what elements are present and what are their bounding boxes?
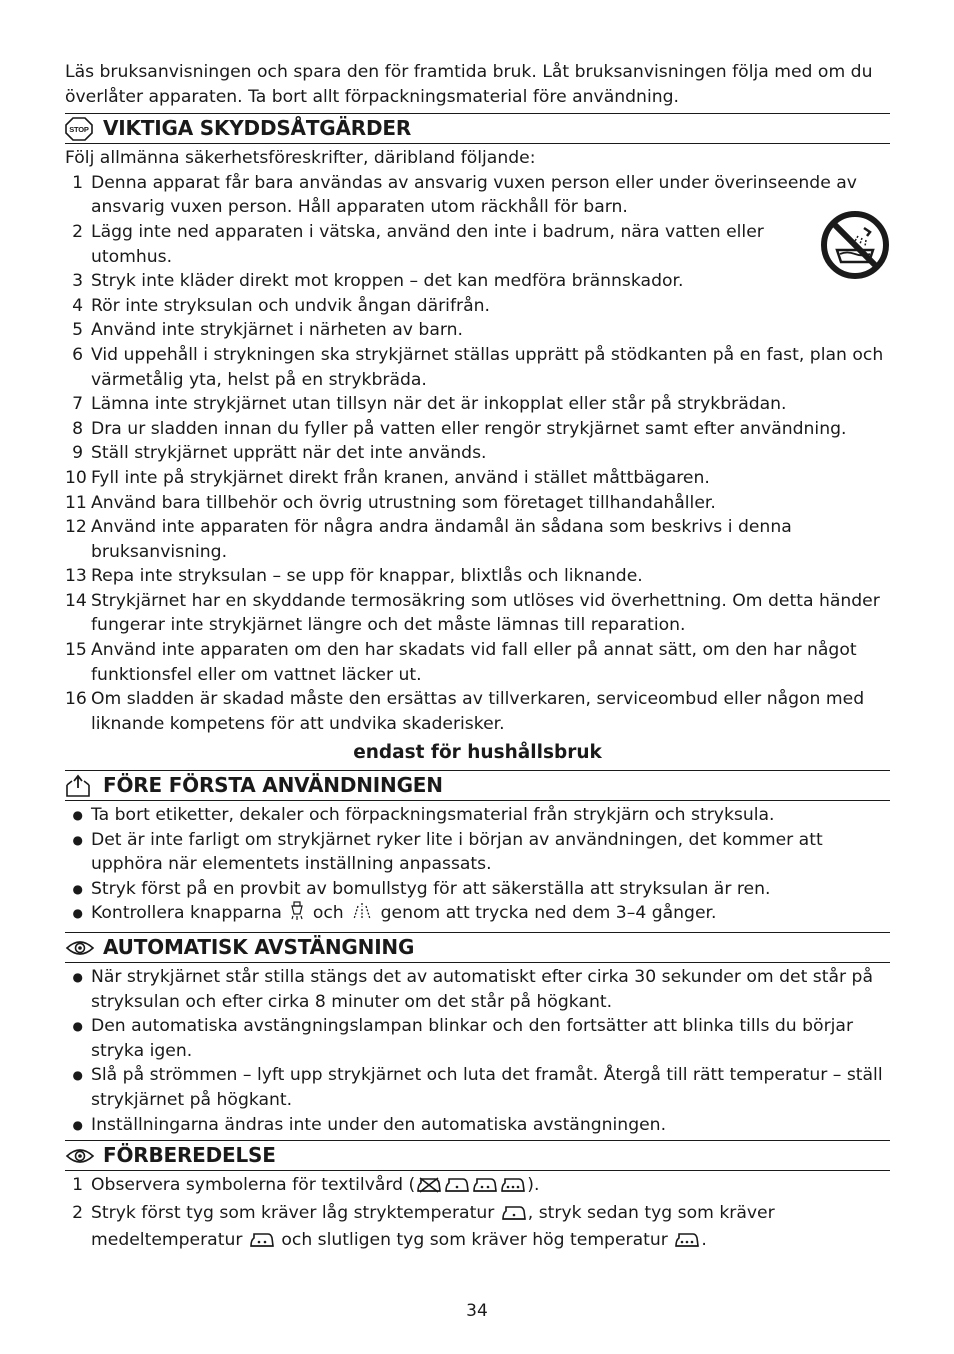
intro-text: Läs bruksanvisningen och spara den för framtida bruk. Låt bruksanvisningen följa med om du överlåter apparaten. Ta bort allt förpackningsmaterial före användning. — [65, 62, 873, 107]
preparation-list — [65, 1173, 890, 1256]
list-item: 1 Observera symbolerna för textilvård ( ). — [65, 1173, 890, 1201]
iron-one-dot-icon — [445, 1176, 469, 1201]
unpack-box-icon — [65, 774, 97, 798]
safety-list — [65, 171, 890, 737]
iron-three-dots-icon — [675, 1231, 699, 1256]
section-title-auto-off: AUTOMATISK AVSTÄNGNING — [103, 935, 415, 960]
list-item: 12 Använd inte apparaten för några andra ändamål än sådana som beskrivs i denna bruksanvisning. — [65, 517, 792, 562]
section-title-before-first-use: FÖRE FÖRSTA ANVÄNDNINGEN — [103, 773, 443, 798]
list-item: 16 Om sladden är skadad måste den ersättas av tillverkaren, serviceombud eller någon med liknande kompetens för att undvika skaderisker. — [65, 689, 865, 734]
document-page — [65, 60, 890, 1256]
list-item: 2 Stryk först tyg som kräver låg stryktemperatur , stryk sedan tyg som kräver medeltemperatur och slutligen tyg som kräver hög temperatur . — [65, 1201, 890, 1256]
list-item: 11 Använd bara tillbehör och övrig utrustning som företaget tillhandahåller. — [65, 492, 716, 513]
auto-off-list — [65, 965, 890, 1137]
section-header-before-first-use — [65, 770, 890, 801]
eye-icon — [65, 1144, 97, 1168]
list-item: 3 Stryk inte kläder direkt mot kroppen – det kan medföra brännskador. — [72, 271, 684, 292]
page-number: 34 — [466, 1301, 488, 1321]
stop-icon — [65, 117, 97, 141]
section-header-auto-off — [65, 932, 890, 963]
section-title-preparation: FÖRBEREDELSE — [103, 1143, 276, 1168]
steam-shot-icon — [351, 901, 373, 929]
iron-three-dots-icon — [501, 1176, 525, 1201]
section-title-safety: VIKTIGA SKYDDSÅTGÄRDER — [103, 116, 412, 141]
list-item: ● Det är inte farligt om strykjärnet ryker lite i början av användningen, det kommer att upphöra när elementets inställning anpassats. — [72, 829, 823, 875]
list-item: ● Inställningarna ändras inte under den automatiska avstängningen. — [72, 1114, 667, 1135]
spray-icon — [289, 901, 305, 929]
no-water-bath-icon — [820, 210, 890, 288]
list-item: ● Stryk först på en provbit av bomullstyg för att säkerställa att stryksulan är ren. — [72, 878, 771, 899]
iron-one-dot-icon — [502, 1204, 526, 1229]
list-item: ● Ta bort etiketter, dekaler och förpackningsmaterial från strykjärn och stryksula. — [72, 805, 775, 826]
stop-label: STOP — [69, 124, 89, 134]
list-item: 2 Lägg inte ned apparaten i vätska, använd den inte i badrum, nära vatten eller utomhus. — [72, 221, 764, 267]
list-item: ● När strykjärnet står stilla stängs det av automatiskt efter cirka 30 sekunder om det står på stryksulan och efter cirka 8 minuter om det står på högkant. — [72, 967, 873, 1012]
list-item: ● Den automatiska avstängningslampan blinkar och den fortsätter att blinka tills du börjar stryka igen. — [72, 1016, 854, 1061]
before-first-use-list — [65, 803, 890, 929]
list-item: 14 Strykjärnet har en skyddande termosäkring som utlöses vid överhettning. Om detta händer fungerar inte strykjärnet längre och det måste lämnas till reparation. — [65, 590, 880, 636]
iron-two-dots-icon — [250, 1231, 274, 1256]
list-item: 10 Fyll inte på strykjärnet direkt från kranen, använd i stället måttbägaren. — [65, 467, 710, 488]
list-item: 13 Repa inte stryksulan – se upp för knappar, blixtlås och liknande. — [65, 566, 643, 587]
eye-icon — [65, 936, 97, 960]
list-item: ● Slå på strömmen – lyft upp strykjärnet och luta det framåt. Återgå till rätt temperatur – ställ strykjärnet på högkant. — [72, 1065, 883, 1110]
list-item: 9 Ställ strykjärnet upprätt när det inte används. — [72, 443, 487, 464]
list-item: 15 Använd inte apparaten om den har skadats vid fall eller på annat sätt, om den har något funktionsfel eller om vattnet läcker ut. — [65, 640, 857, 685]
household-use-note: endast för hushållsbruk — [353, 742, 602, 764]
section-header-preparation — [65, 1140, 890, 1171]
section-header-safety — [65, 113, 890, 144]
list-item: 7 Lämna inte strykjärnet utan tillsyn när det är inkopplat eller står på strykbrädan. — [72, 394, 787, 415]
list-item: 5 Använd inte strykjärnet i närheten av barn. — [72, 320, 463, 341]
list-item: 8 Dra ur sladden innan du fyller på vatten eller rengör strykjärnet samt efter användning. — [72, 418, 847, 439]
list-item: 4 Rör inte stryksulan och undvik ångan därifrån. — [72, 295, 490, 316]
iron-two-dots-icon — [473, 1176, 497, 1201]
list-item: 1 Denna apparat får bara användas av ansvarig vuxen person eller under överinseende av ansvarig vuxen person. Håll apparaten utom räckhåll för barn. — [72, 172, 857, 218]
safety-lead: Följ allmänna säkerhetsföreskrifter, däribland följande: — [65, 148, 536, 169]
iron-crossed-icon — [417, 1176, 441, 1201]
list-item: ● Kontrollera knapparna och genom att trycka ned dem 3–4 gånger. — [65, 901, 890, 929]
list-item: 6 Vid uppehåll i strykningen ska strykjärnet ställas upprätt på stödkanten på en fast, plan och värmetålig yta, helst på en strykbräda. — [72, 344, 884, 390]
